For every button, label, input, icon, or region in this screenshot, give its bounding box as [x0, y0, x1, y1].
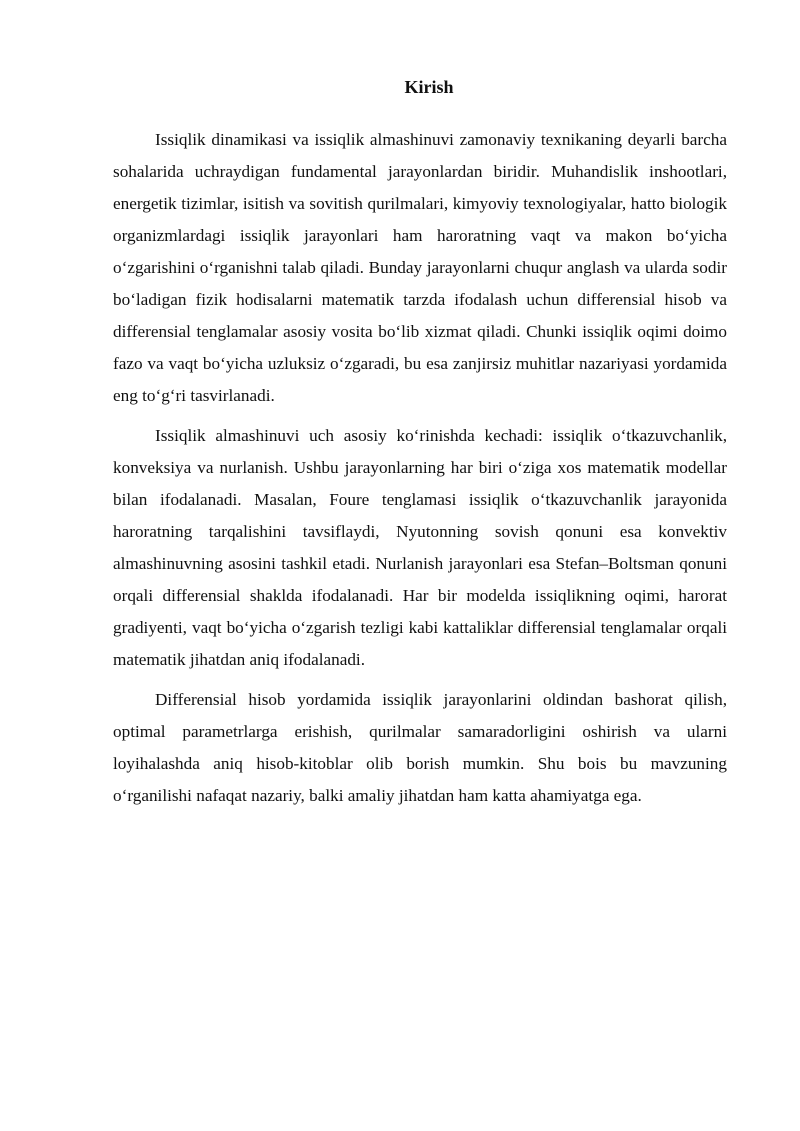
- document-body: [113, 124, 727, 820]
- section-title: Kirish: [404, 77, 454, 97]
- paragraph-1: Issiqlik dinamikasi va issiqlik almashinuvi zamonaviy texnikaning deyarli barcha sohalarida uchraydigan fundamental jarayonlardan biridir. Muhandislik inshootlari, energetik tizimlar, isitish va sovitish qurilmalari, kimyoviy texnologiyalar, hatto biologik organizmlardagi issiqlik jarayonlari ham haroratning vaqt va makon bo‘yicha o‘zgarishini o‘rganishni talab qiladi. Bunday jarayonlarni chuqur anglash va ularda sodir bo‘ladigan fizik hodisalarni matematik tarzda ifodalash uchun differensial hisob va differensial tenglamalar asosiy vosita bo‘lib xizmat qiladi. Chunki issiqlik oqimi doimo fazo va vaqt bo‘yicha uzluksiz o‘zgaradi, bu esa zanjirsiz muhitlar nazariyasi yordamida eng to‘g‘ri tasvirlanadi.: [113, 130, 727, 405]
- paragraph-3: Differensial hisob yordamida issiqlik jarayonlarini oldindan bashorat qilish, optimal parametrlarga erishish, qurilmalar samaradorligini oshirish va ularni loyihalashda aniq hisob-kitoblar olib borish mumkin. Shu bois bu mavzuning o‘rganilishi nafaqat nazariy, balki amaliy jihatdan ham katta ahamiyatga ega.: [113, 690, 727, 805]
- paragraph-2: Issiqlik almashinuvi uch asosiy ko‘rinishda kechadi: issiqlik o‘tkazuvchanlik, konveksiya va nurlanish. Ushbu jarayonlarning har biri o‘ziga xos matematik modellar bilan ifodalanadi. Masalan, Foure tenglamasi issiqlik o‘tkazuvchanlik jarayonida haroratning tarqalishini tavsiflaydi, Nyutonning sovish qonuni esa konvektiv almashinuvning asosini tashkil etadi. Nurlanish jarayonlari esa Stefan–Boltsman qonuni orqali differensial shaklda ifodalanadi. Har bir modelda issiqlikning oqimi, harorat gradiyenti, vaqt bo‘yicha o‘zgarish tezligi kabi kattaliklar differensial tenglamalar orqali matematik jihatdan aniq ifodalanadi.: [113, 426, 727, 669]
